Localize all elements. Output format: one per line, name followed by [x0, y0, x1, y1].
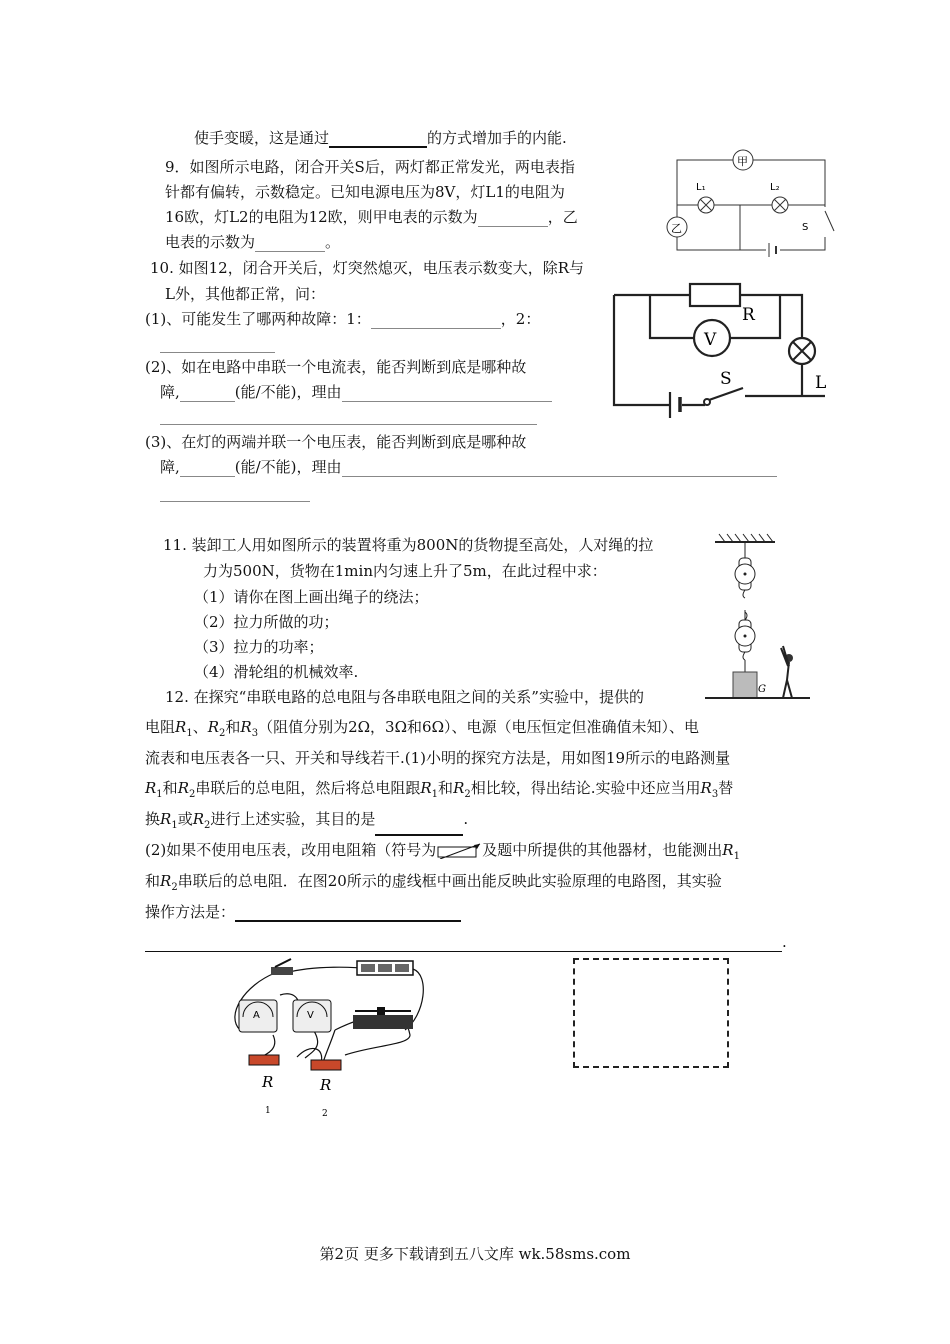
rheostat-icon [353, 1015, 413, 1029]
voltmeter-label: V [704, 330, 717, 350]
answer-blank[interactable] [145, 935, 782, 952]
resistor-r2-icon [311, 1060, 341, 1070]
page-footer: 第2页 更多下载请到五八文库 wk.58sms.com [319, 1245, 631, 1263]
worker-figure [781, 646, 793, 698]
q11-line1: 11. 装卸工人用如图所示的装置将重为800N的货物提至高处，人对绳的拉 [163, 536, 654, 554]
q12-line5: 换$R_1$或$R_2$进行上述实验，其目的是 . [145, 809, 468, 836]
switch-icon [709, 388, 743, 400]
answer-blank[interactable] [342, 460, 777, 477]
answer-blank[interactable] [342, 385, 552, 402]
resistor-r1-icon [249, 1055, 279, 1065]
cargo-weight [733, 672, 757, 698]
q10-part1-line2 [160, 333, 275, 353]
q12-line2: 电阻$R_1$、$R_2$和$R_3$（阻值分别为2Ω，3Ω和6Ω）、电源（电压恒定但准确值未知）、电 [145, 718, 700, 739]
answer-blank[interactable] [180, 460, 235, 477]
answer-blank[interactable] [255, 235, 325, 252]
meter-yi-label: 乙 [671, 222, 682, 235]
voltmeter-label: V [307, 1010, 314, 1021]
q12-line1: 12. 在探究“串联电路的总电阻与各串联电阻之间的关系”实验中，提供的 [165, 688, 644, 706]
q10-part2-line3 [160, 405, 537, 425]
q9-line3: 16欧，灯L2的电阻为12欧，则甲电表的示数为 ，乙 [165, 208, 578, 226]
q11-line2: 力为500N，货物在1min内匀速上升了5m，在此过程中求： [203, 562, 607, 580]
q12-line8: 操作方法是： [145, 902, 461, 922]
answer-blank[interactable] [160, 485, 310, 502]
ammeter-label: A [253, 1010, 260, 1021]
answer-blank[interactable] [235, 904, 461, 922]
weight-label: G [758, 684, 766, 695]
q9-line4: 电表的示数为 。 [165, 233, 341, 251]
intro-line [194, 128, 567, 148]
q12-line6: (2)如果不使用电压表，改用电阻箱（符号为 及题中所提供的其他器材，也能测出$R_1$ [145, 841, 740, 862]
switch-icon [271, 967, 293, 975]
q12-apparatus-figure [225, 955, 440, 1120]
q10-part3-line3 [160, 482, 310, 502]
switch-label: S [720, 369, 732, 389]
answer-blank[interactable] [478, 210, 548, 227]
intro-text-before: 使手变暖，这是通过 [194, 129, 330, 147]
q10-part1: (1)、可能发生了哪两种故障：1： ，2： [145, 310, 541, 328]
r1-subscript: 1 [265, 1106, 271, 1116]
q10-part3-line1: (3)、在灯的两端并联一个电压表，能否判断到底是哪种故 [145, 433, 527, 451]
q12-line7: 和$R_2$串联后的总电阻．在图20所示的虚线框中画出能反映此实验原理的电路图，其实验 [145, 872, 722, 893]
intro-text-after: 的方式增加手的内能. [427, 129, 567, 147]
resistor-r-icon [690, 284, 740, 306]
q10-circuit-figure [610, 280, 835, 420]
q11-item-4: （4）滑轮组的机械效率. [194, 663, 359, 681]
q9-circuit-figure [660, 145, 835, 260]
r2-subscript: 2 [322, 1109, 328, 1119]
meter-jia-label: 甲 [737, 155, 748, 168]
answer-blank[interactable] [180, 385, 235, 402]
answer-blank[interactable] [329, 130, 427, 148]
resistor-label: R [742, 305, 755, 325]
lamp-l1-label: L₁ [696, 182, 706, 193]
r2-label: R [320, 1076, 332, 1094]
q9-line1: 9．如图所示电路，闭合开关S后，两灯都正常发光，两电表指 [165, 158, 575, 176]
q10-part2-line2: 障, (能/不能)，理由 [160, 382, 552, 402]
q10-part2-line1: (2)、如在电路中串联一个电流表，能否判断到底是哪种故 [145, 358, 527, 376]
answer-blank[interactable] [160, 336, 275, 353]
lamp-l2-label: L₂ [770, 182, 780, 193]
q11-item-3: （3）拉力的功率； [194, 638, 324, 656]
q11-item-2: （2）拉力所做的功； [194, 613, 339, 631]
answer-blank[interactable] [375, 818, 463, 836]
q11-item-1: （1）请你在图上画出绳子的绕法； [194, 588, 429, 606]
switch-label: S [802, 222, 809, 233]
lamp-label: L [815, 373, 827, 393]
r1-label: R [262, 1073, 274, 1091]
resistance-box-symbol-icon [436, 843, 482, 859]
q10-line2: L外，其他都正常，问： [165, 285, 325, 303]
q12-line9: . [145, 932, 787, 952]
answer-blank[interactable] [160, 408, 537, 425]
q9-line2: 针都有偏转，示数稳定。已知电源电压为8V，灯L1的电阻为 [165, 183, 565, 201]
answer-blank[interactable] [371, 312, 501, 329]
q12-line3: 流表和电压表各一只、开关和导线若干.(1)小明的探究方法是，用如图19所示的电路测量 [145, 749, 731, 767]
q11-pulley-figure [705, 530, 815, 705]
q10-line1: 10. 如图12，闭合开关后，灯突然熄灭，电压表示数变大，除R与 [150, 259, 585, 277]
circuit-drawing-box[interactable] [573, 958, 729, 1068]
q12-line4: $R_1$和$R_2$串联后的总电阻，然后将总电阻跟$R_1$和$R_2$相比较，得出结论.实验中还应当用$R_3$替 [145, 779, 734, 800]
q10-part3-line2: 障, (能/不能)，理由 [160, 457, 777, 477]
